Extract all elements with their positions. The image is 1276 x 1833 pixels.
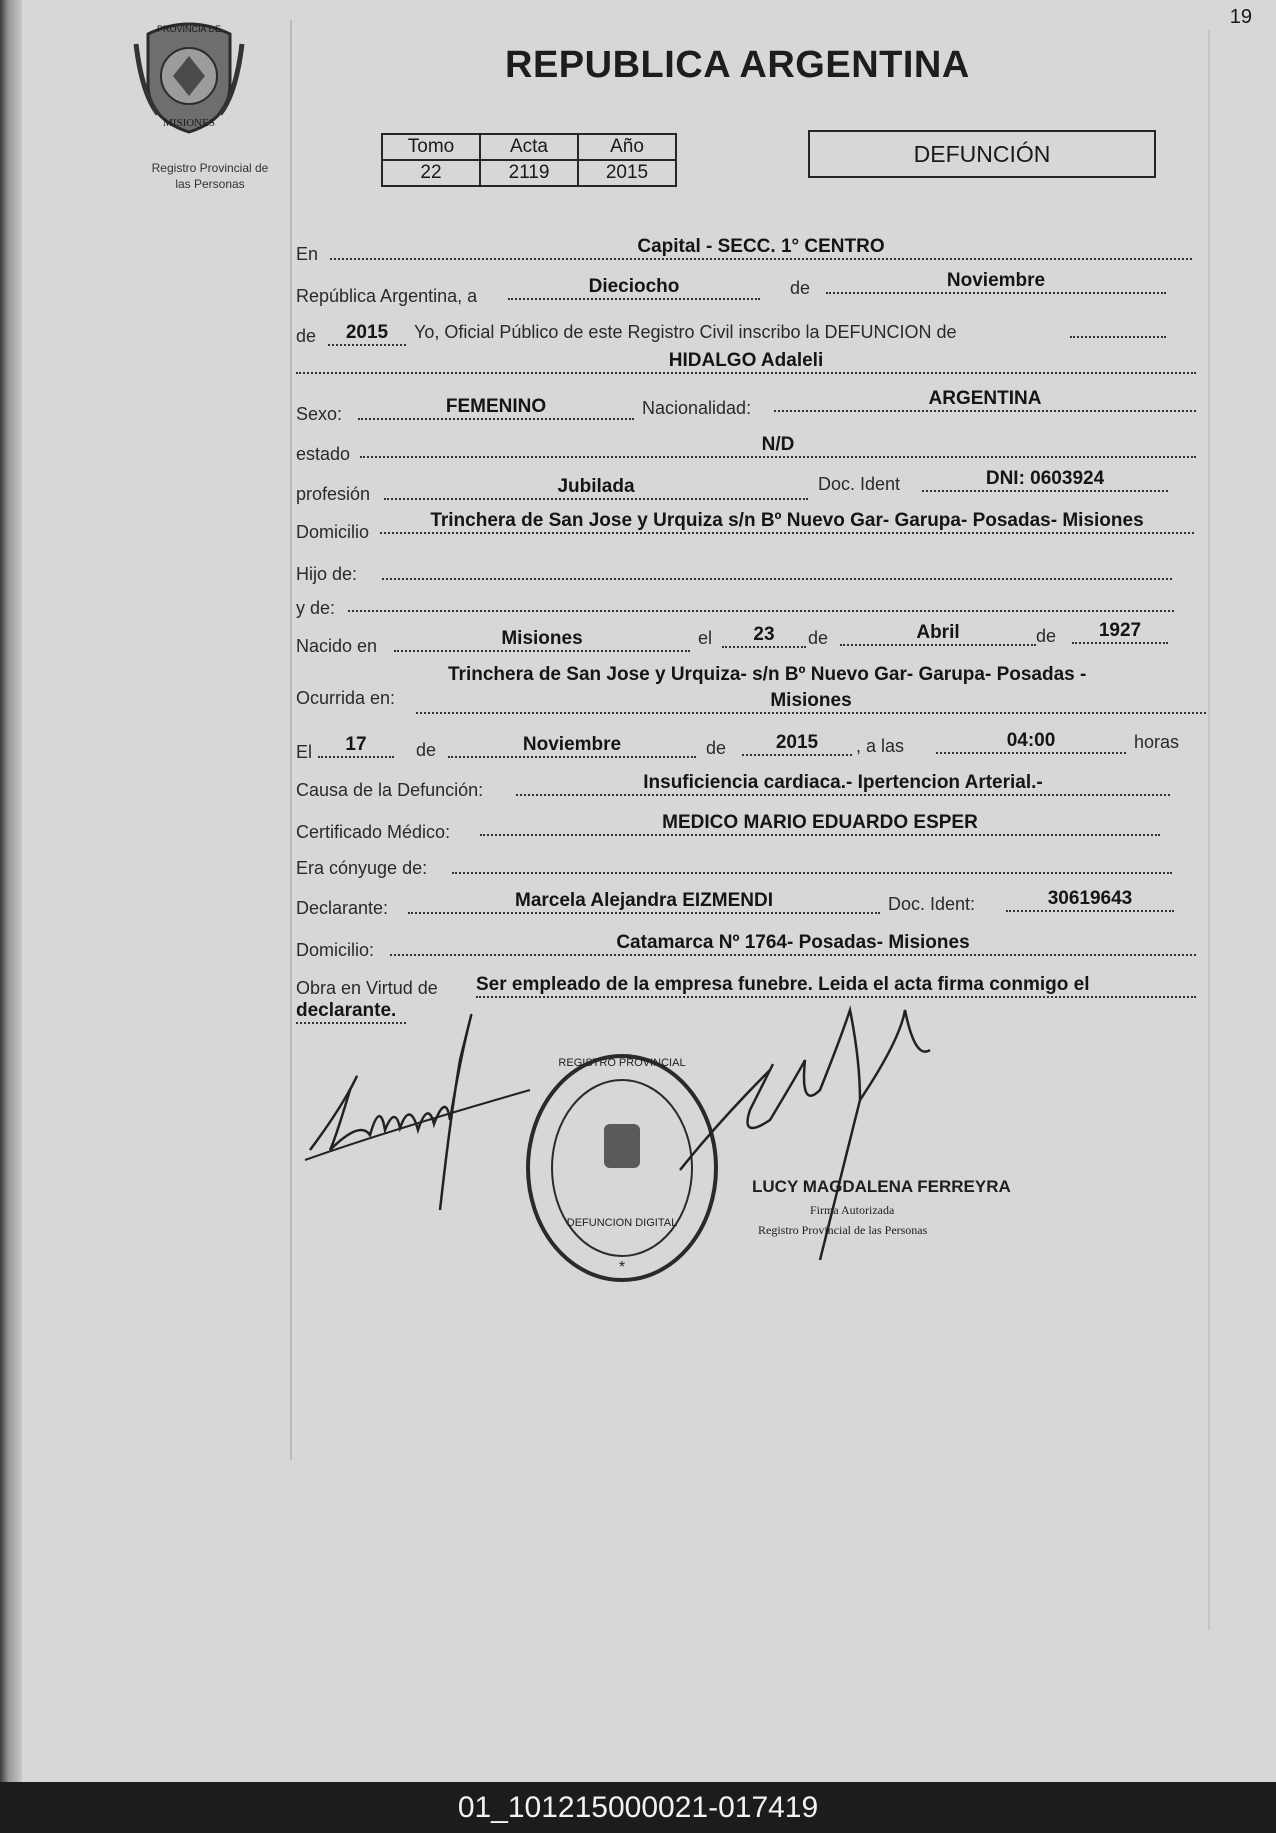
sexo-label: Sexo:: [296, 404, 343, 424]
register-header-ano: Año: [578, 134, 676, 160]
nac-label: Nacionalidad:: [642, 398, 752, 418]
signatures-and-stamp: [300, 1000, 1020, 1300]
de-label-2: de: [296, 326, 317, 346]
row-year: [296, 320, 1196, 350]
hijo-label: Hijo de:: [296, 564, 358, 584]
month-value: Noviembre: [826, 270, 1166, 294]
de-label-3: de: [808, 628, 829, 648]
de-label-5: de: [416, 740, 437, 760]
row-declarante: [296, 890, 1206, 920]
deceased-value: HIDALGO Adaleli: [296, 350, 1196, 374]
estado-label: estado: [296, 444, 351, 464]
register-value-ano: 2015: [578, 160, 676, 186]
birth-month-value: Abril: [840, 622, 1036, 646]
decl-doc-value: 30619643: [1006, 888, 1174, 912]
row-en: [296, 236, 1196, 266]
register-value-acta: 2119: [480, 160, 578, 186]
left-margin-column: [20, 20, 292, 1460]
obra-label: Obra en Virtud de: [296, 978, 438, 998]
doc-type-box: DEFUNCIÓN: [808, 130, 1156, 178]
row-conyuge: [296, 858, 1196, 888]
el-label: el: [698, 628, 713, 648]
decl-dom-value: Catamarca Nº 1764- Posadas- Misiones: [390, 932, 1196, 956]
birth-day-value: 23: [722, 624, 806, 648]
doc-label: Doc. Ident: [818, 474, 901, 494]
alas-label: , a las: [856, 736, 905, 756]
de-label-4: de: [1036, 626, 1057, 646]
decl-doc-label: Doc. Ident:: [888, 894, 976, 914]
official-office: Registro Provincial de las Personas: [758, 1223, 928, 1237]
conyuge-dots: [452, 872, 1172, 874]
org-line-1: Registro Provincial de: [151, 161, 269, 175]
year-value: 2015: [328, 322, 406, 346]
obra-line1: Ser empleado de la empresa funebre. Leida el acta firma conmigo el: [476, 974, 1196, 998]
register-header-acta: Acta: [480, 134, 578, 160]
death-year-value: 2015: [742, 732, 852, 756]
register-header-tomo: Tomo: [382, 134, 480, 160]
causa-label: Causa de la Defunción:: [296, 780, 484, 800]
domicilio-value: Trinchera de San Jose y Urquiza s/n Bº Nuevo Gar- Garupa- Posadas- Misiones: [380, 510, 1194, 534]
declarant-signature-icon: [310, 1015, 471, 1210]
row-date: [296, 270, 1196, 306]
svg-text:MISIONES: MISIONES: [163, 117, 215, 129]
de-label-1: de: [790, 278, 811, 298]
official-title: Firma Autorizada: [810, 1203, 895, 1217]
dom-label: Domicilio: [296, 522, 370, 542]
right-margin-rule: [1208, 30, 1210, 1630]
row-certificado: [296, 812, 1196, 842]
nacido-label: Nacido en: [296, 636, 378, 656]
org-line-2: las Personas: [175, 177, 245, 191]
certificado-value: MEDICO MARIO EDUARDO ESPER: [480, 812, 1160, 836]
cert-label: Certificado Médico:: [296, 822, 451, 842]
conyuge-label: Era cónyuge de:: [296, 858, 428, 878]
page-binding-edge: [0, 0, 22, 1782]
obra-line2: declarante.: [296, 1000, 406, 1024]
row-causa: [296, 772, 1196, 802]
death-time-value: 04:00: [936, 730, 1126, 754]
row-nacido: [296, 620, 1196, 658]
decl-label: Declarante:: [296, 898, 389, 918]
row-deceased: [296, 350, 1196, 380]
yde-label: y de:: [296, 598, 336, 618]
register-table: [381, 133, 677, 187]
profesion-value: Jubilada: [384, 476, 808, 500]
El-label: El: [296, 742, 313, 762]
row-decl-domicilio: [296, 932, 1206, 962]
nacido-en-value: Misiones: [394, 628, 690, 652]
row-domicilio: [296, 510, 1206, 544]
causa-value: Insuficiencia cardiaca.- Ipertencion Arterial.-: [516, 772, 1170, 796]
ocurrida-line1: Trinchera de San Jose y Urquiza- s/n Bº Nuevo Gar- Garupa- Posadas -: [448, 664, 1087, 685]
row-yde: [296, 596, 1196, 626]
org-label: [110, 160, 310, 192]
decl-dom-label: Domicilio:: [296, 940, 375, 960]
yde-dots: [348, 610, 1174, 612]
prof-label: profesión: [296, 484, 371, 504]
official-name: LUCY MAGDALENA FERREYRA: [752, 1177, 1011, 1196]
registry-stamp-icon: [528, 1056, 716, 1280]
death-day-value: 17: [318, 734, 394, 758]
place-value: Capital - SECC. 1° CENTRO: [330, 236, 1192, 260]
estado-value: N/D: [360, 434, 1196, 458]
death-month-value: Noviembre: [448, 734, 696, 758]
row-ocurrida: [296, 664, 1206, 724]
svg-text:DEFUNCION DIGITAL: DEFUNCION DIGITAL: [566, 1217, 678, 1229]
svg-text:*: *: [618, 1259, 626, 1276]
day-words-value: Dieciocho: [508, 276, 760, 300]
sexo-value: FEMENINO: [358, 396, 634, 420]
country-title: REPUBLICA ARGENTINA: [505, 44, 970, 86]
svg-text:PROVINCIA DE: PROVINCIA DE: [156, 24, 222, 34]
hijo-dots: [382, 578, 1172, 580]
en-label: En: [296, 244, 319, 264]
province-emblem-icon: [128, 14, 250, 136]
yo-text: Yo, Oficial Público de este Registro Civil inscribo la DEFUNCION de: [414, 322, 957, 342]
doc-value: DNI: 0603924: [922, 468, 1168, 492]
yo-dots: [1070, 336, 1166, 338]
de-label-6: de: [706, 738, 727, 758]
page-number: 19: [1229, 6, 1252, 28]
svg-text:REGISTRO PROVINCIAL: REGISTRO PROVINCIAL: [558, 1057, 686, 1069]
row-fecha-defuncion: [296, 732, 1206, 762]
register-value-tomo: 22: [382, 160, 480, 186]
ocurrida-line2: Misiones: [416, 690, 1206, 714]
declarante-value: Marcela Alejandra EIZMENDI: [408, 890, 880, 914]
footer-code: 01_101215000021-017419: [457, 1791, 819, 1824]
row-sexo: [296, 388, 1196, 426]
ocurrida-label: Ocurrida en:: [296, 688, 396, 708]
nacionalidad-value: ARGENTINA: [774, 388, 1196, 412]
row-estado: [296, 434, 1196, 464]
rep-label: República Argentina, a: [296, 286, 478, 306]
birth-year-value: 1927: [1072, 620, 1168, 644]
row-hijo: [296, 562, 1196, 592]
horas-label: horas: [1134, 732, 1180, 752]
row-profesion: [296, 468, 1196, 504]
